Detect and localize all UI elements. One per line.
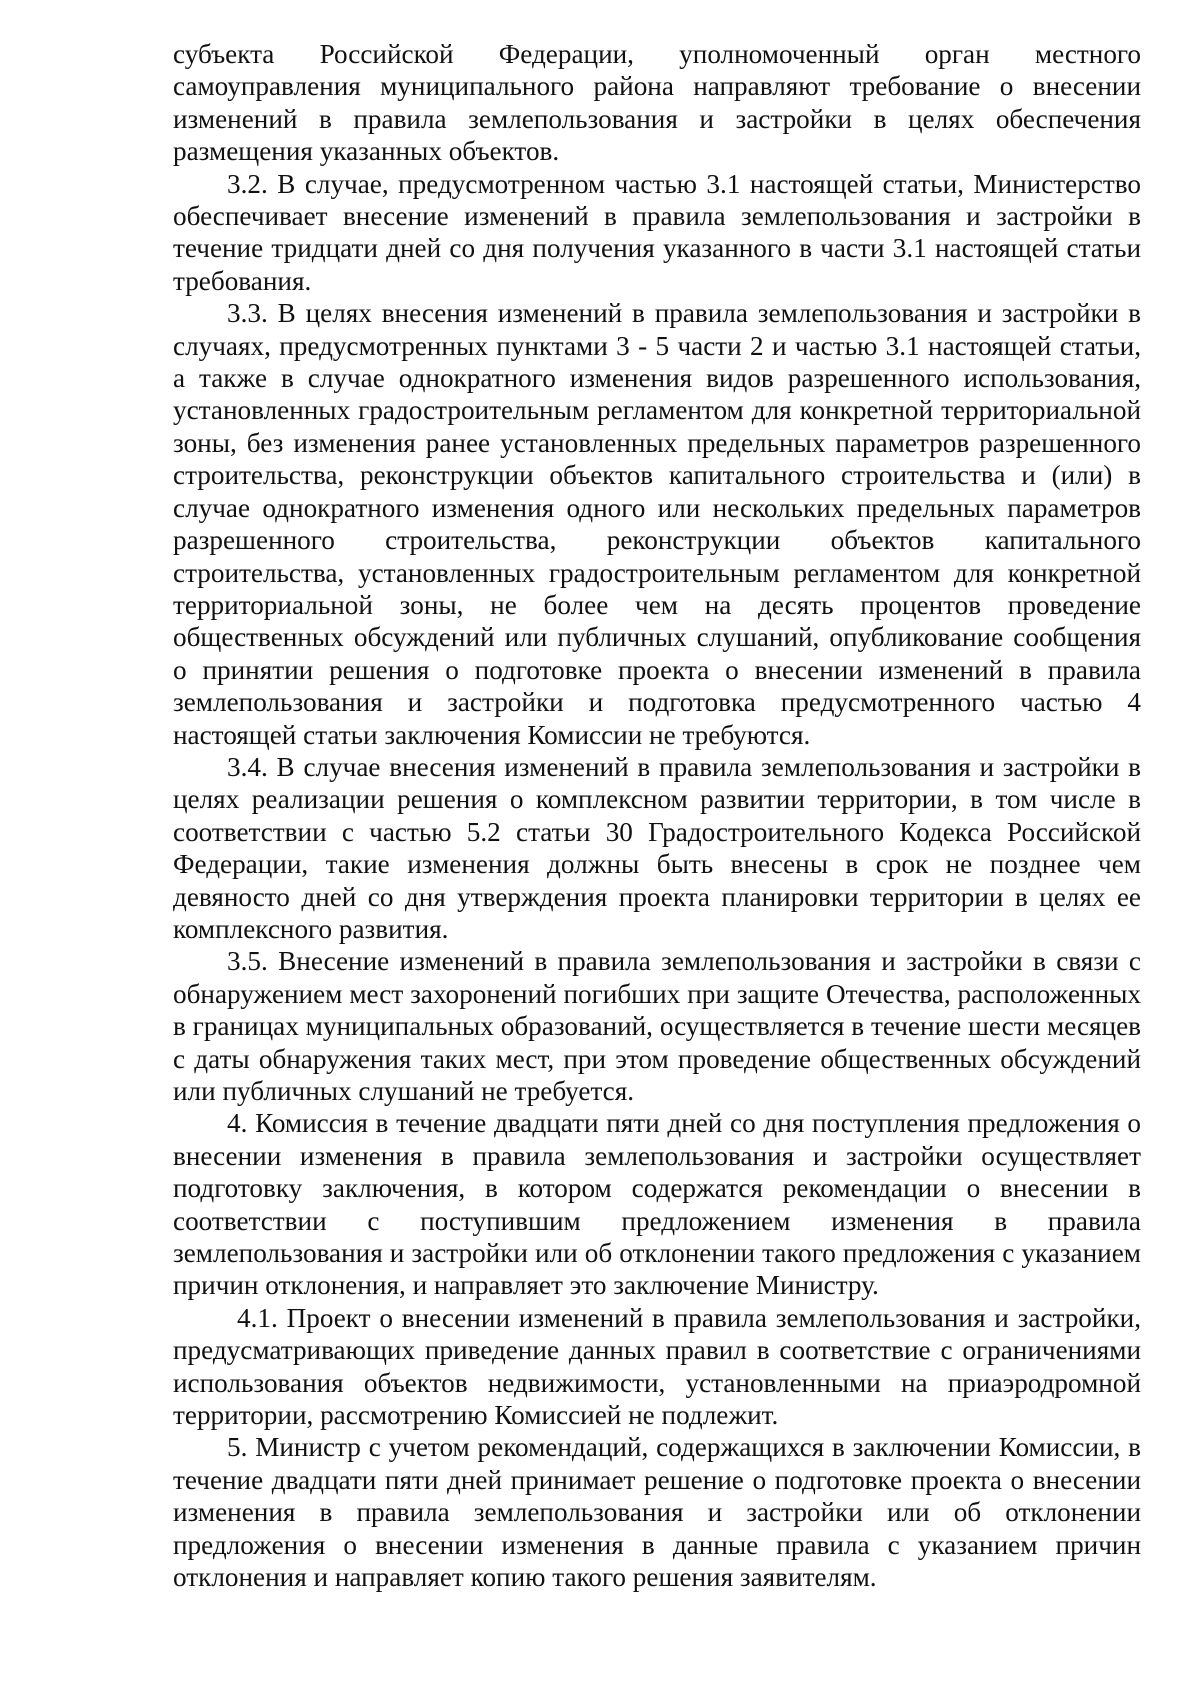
paragraph-4: 4. Комиссия в течение двадцати пяти дней со дня поступления предложения о внесении изменения в правила землепользования и застройки осуществляет подготовку заключения, в котором содержатся рекомендации о внесении в соответствии с поступившим предложением изменения в правила землепользования и застройки или об отклонении такого предложения с указанием причин отклонения, и направляет это заключение Министру. [173,1108,1141,1301]
paragraph-continuation: субъекта Российской Федерации, уполномоченный орган местного самоуправления муниципального района направляют требование о внесении изменений в правила землепользования и застройки в целях обеспечения размещения указанных объектов. [173,39,1141,167]
paragraph-3-2: 3.2. В случае, предусмотренном частью 3.1 настоящей статьи, Министерство обеспечивает внесение изменений в правила землепользования и застройки в течение тридцати дней со дня получения указанного в части 3.1 настоящей статьи требования. [173,168,1141,296]
document-page [173,38,1141,1594]
paragraph-5: 5. Министр с учетом рекомендаций, содержащихся в заключении Комиссии, в течение двадцати пяти дней принимает решение о подготовке проекта о внесении изменения в правила землепользования и застройки или об отклонении предложения о внесении изменения в данные правила с указанием причин отклонения и направляет копию такого решения заявителям. [173,1432,1141,1593]
paragraph-3-3: 3.3. В целях внесения изменений в правила землепользования и застройки в случаях, предусмотренных пунктами 3 - 5 части 2 и частью 3.1 настоящей статьи, а также в случае однократного изменения видов разрешенного использования, установленных градостроительным регламентом для конкретной территориальной зоны, без изменения ранее установленных предельных параметров разрешенного строительства, реконструкции объектов капитального строительства и (или) в случае однократного изменения одного или нескольких предельных параметров разрешенного строительства, реконструкции объектов капитального строительства, установленных градостроительным регламентом для конкретной территориальной зоны, не более чем на десять процентов проведение общественных обсуждений или публичных слушаний, опубликование сообщения о принятии решения о подготовке проекта о внесении изменений в правила землепользования и застройки и подготовка предусмотренного частью 4 настоящей статьи заключения Комиссии не требуются. [173,298,1141,750]
paragraph-3-4: 3.4. В случае внесения изменений в правила землепользования и застройки в целях реализации решения о комплексном развитии территории, в том числе в соответствии с частью 5.2 статьи 30 Градостроительного Кодекса Российской Федерации, такие изменения должны быть внесены в срок не позднее чем девяносто дней со дня утверждения проекта планировки территории в целях ее комплексного развития. [173,751,1141,944]
paragraph-3-5: 3.5. Внесение изменений в правила землепользования и застройки в связи с обнаружением мест захоронений погибших при защите Отечества, расположенных в границах муниципальных образований, осуществляется в течение шести месяцев с даты обнаружения таких мест, при этом проведение общественных обсуждений или публичных слушаний не требуется. [173,946,1141,1106]
paragraph-4-1: 4.1. Проект о внесении изменений в правила землепользования и застройки, предусматривающих приведение данных правил в соответствие с ограничениями использования объектов недвижимости, установленными на приаэродромной территории, рассмотрению Комиссией не подлежит. [173,1302,1141,1431]
